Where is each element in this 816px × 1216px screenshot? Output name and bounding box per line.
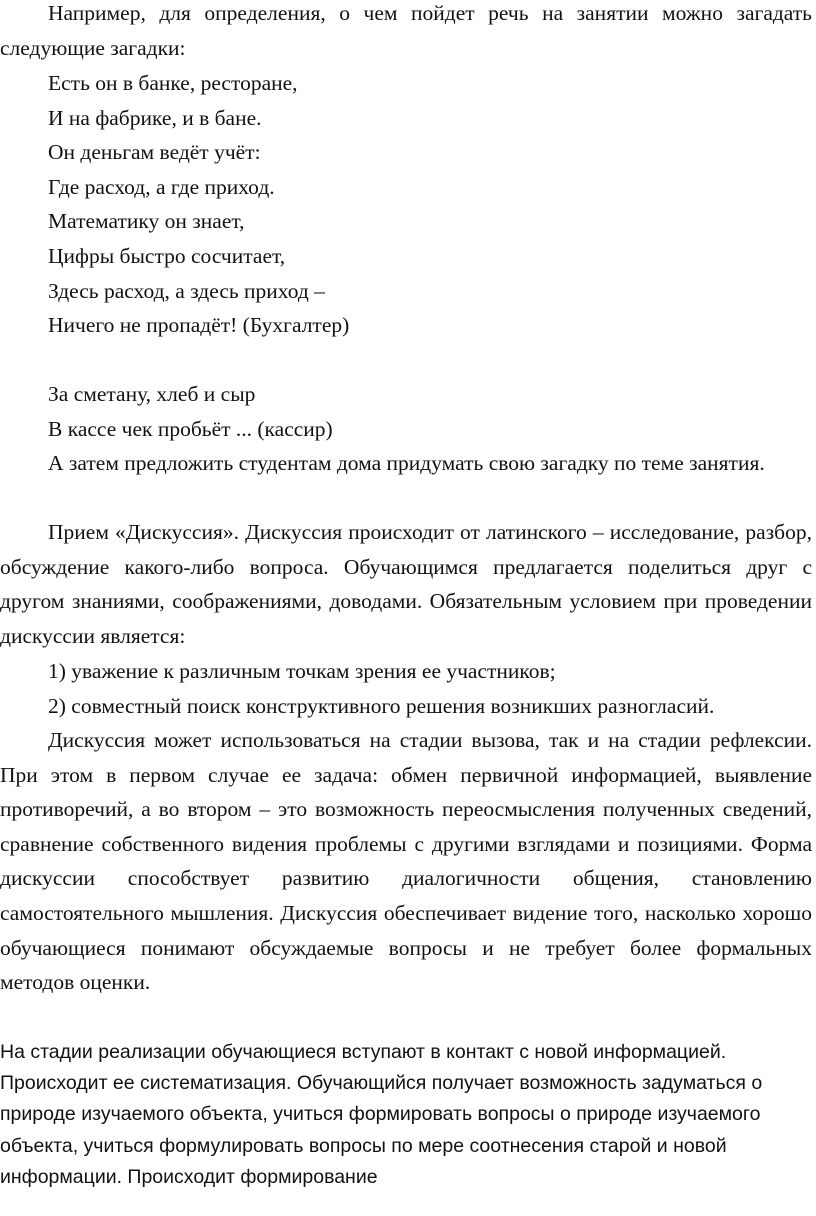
riddle-line: Здесь расход, а здесь приход – bbox=[48, 278, 325, 303]
riddle-line: Есть он в банке, ресторане, bbox=[48, 71, 298, 95]
riddle-line: Ничего не пропадёт! (Бухгалтер) bbox=[48, 313, 350, 338]
stages-paragraph: Дискуссия может использоваться на стадии вызова, так и на стадии рефлексии. При этом в первом случае ее задача: обмен первичной информацией, выявление противоречий, а во втором – это возможность переосмысления полученных сведений, сравнение собственного видения проблемы с другими взглядами и позициями. Форма дискуссии способствует развитию диалогичности общения, становлению самостоятельного мышления. Дискуссия обеспечивает видение того, насколько хорошо обучающиеся понимают обсуждаемые вопросы и не требует более формальных методов оценки. bbox=[0, 728, 812, 995]
list-item: 2) совместный поиск конструктивного решения возникших разногласий. bbox=[48, 693, 715, 718]
riddle-line: Математику он знает, bbox=[48, 209, 245, 234]
conditions-list bbox=[0, 654, 816, 723]
intro-paragraph: Например, для определения, о чем пойдет речь на занятии можно загадать следующие загадки: bbox=[0, 1, 812, 60]
list-item: 1) уважение к различным точкам зрения ее участников; bbox=[48, 659, 556, 683]
riddle-cashier bbox=[0, 377, 816, 446]
realization-paragraph: На стадии реализации обучающиеся вступают в контакт с новой информацией. Происходит ее систематизация. Обучающийся получает возможность задуматься о природе изучаемого объекта, учиться формировать вопросы о природе изучаемого объекта, учиться формулировать вопросы по мере соотнесения старой и новой информации. Происходит формирование bbox=[0, 1041, 763, 1188]
riddle-line: И на фабрике, и в бане. bbox=[48, 105, 262, 130]
riddle-line: Он деньгам ведёт учёт: bbox=[48, 140, 261, 165]
riddle-line: Где расход, а где приход. bbox=[48, 174, 275, 199]
riddle-line: В кассе чек пробьёт ... (кассир) bbox=[48, 416, 333, 441]
riddle-accountant bbox=[0, 66, 816, 343]
riddle-line: Цифры быстро сосчитает, bbox=[48, 243, 286, 268]
riddle-line: За сметану, хлеб и сыр bbox=[48, 382, 256, 406]
discussion-paragraph: Прием «Дискуссия». Дискуссия происходит от латинского – исследование, разбор, обсуждение какого-либо вопроса. Обучающимся предлагается поделиться друг с другом знаниями, соображениями, доводами. Обязательным условием при проведении дискуссии является: bbox=[0, 520, 812, 648]
assignment-paragraph: А затем предложить студентам дома придумать свою загадку по теме занятия. bbox=[48, 451, 765, 475]
